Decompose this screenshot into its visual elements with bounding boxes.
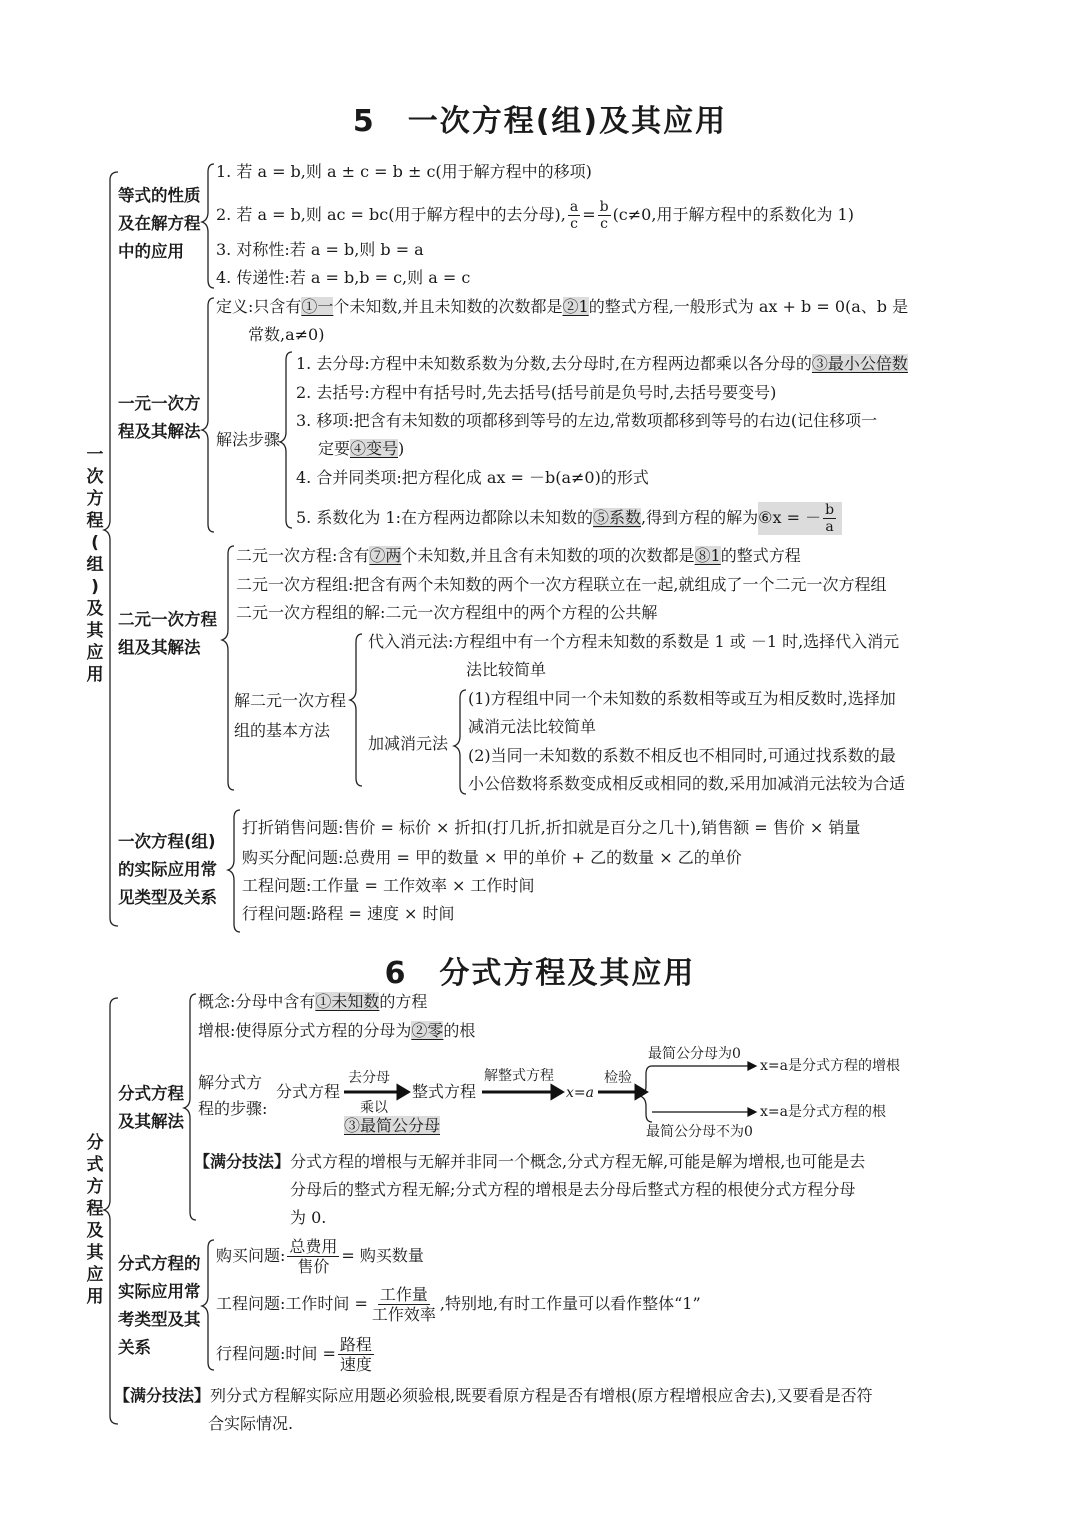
flow-node-x-equals-a: x=a [566,1085,594,1101]
tip-fractional-line1: 【满分技法】分式方程的增根与无解并非同一个概念,分式方程无解,可能是解为增根,也可能是去 [194,1152,866,1171]
flow-node-polynomial-equation: 整式方程 [412,1082,477,1101]
tip-application-line2: 合实际情况. [208,1414,294,1433]
equality-item-3: 3. 对称性:若 a = b,则 b = a [216,240,424,259]
section5-title: 5 一次方程(组)及其应用 [352,104,728,139]
linear-definition-line2: 常数,a≠0) [248,325,325,344]
flow-arrow1-top-label: 去分母 [348,1070,390,1086]
branch-result-extraneous: x=a是分式方程的增根 [760,1058,900,1074]
elimination-1-line1: (1)方程组中同一个未知数的系数相等或互为相反数时,选择加 [468,689,896,708]
discount-problem: 打折销售问题:售价 = 标价 × 折扣(打几折,折扣就是百分之几十),销售额 = 售价 × 销量 [242,818,861,837]
system-methods-label: 解二元一次方程 组的基本方法 [234,691,347,740]
tip-application-line1: 【满分技法】列分式方程解实际应用题必须验根,既要看原方程是否有增根(原方程增根应舍去),又要看是否符 [114,1386,873,1405]
substitution-line1: 代入消元法:方程组中有一个方程未知数的系数是 1 或 －1 时,选择代入消元 [368,632,900,651]
linear-definition-line1: 定义:只含有①一个未知数,并且未知数的次数都是②1的整式方程,一般形式为 ax + b = 0(a、b 是 [216,297,909,316]
flow-arrow1-bottom-label: 乘以 [360,1100,388,1116]
binary-system-def: 二元一次方程组:把含有两个未知数的两个一次方程联立在一起,就组成了一个二元一次方程组 [236,575,887,594]
step-3-line1: 3. 移项:把含有未知数的项都移到等号的左边,常数项都移到等号的右边(记住移项一 [296,411,878,430]
equality-item-4: 4. 传递性:若 a = b,b = c,则 a = c [216,268,471,287]
elimination-label: 加减消元法 [368,734,449,753]
step-1: 1. 去分母:方程中未知数系数为分数,去分母时,在方程两边都乘以各分母的③最小公倍数 [296,354,908,373]
extraneous-root-def: 增根:使得原分式方程的分母为②零的根 [198,1021,476,1040]
fractional-purchase-problem: 购买问题: $\frac{\text{总费用}}{\text{售价}}$ = 购买数量 [216,1236,424,1276]
step-4: 4. 合并同类项:把方程化成 ax = －b(a≠0)的形式 [296,468,649,487]
group-fractional-equation-label: 分式方程 及其解法 [118,1084,184,1131]
step-2: 2. 去括号:方程中有括号时,先去括号(括号前是负号时,去括号要变号) [296,383,777,402]
group-linear-equation-label: 一元一次方 程及其解法 [118,394,201,441]
fractional-engineering-problem: 工程问题:工作时间 = $\frac{\text{工作量}}{\text{工作效率}}$ ,特别地,有时工作量可以看作整体“1” [216,1284,701,1324]
purchase-problem: 购买分配问题:总费用 = 甲的数量 × 甲的单价 + 乙的数量 × 乙的单价 [242,848,742,867]
group-application-label: 一次方程(组) 的实际应用常 见类型及关系 [118,832,217,907]
binary-equation-def: 二元一次方程:含有⑦两个未知数,并且含有未知数的项的次数都是⑧1的整式方程 [236,546,801,565]
flow-node-fractional-equation: 分式方程 [276,1082,341,1101]
flow-arrow2-top-label: 解整式方程 [484,1068,554,1084]
tip-fractional-line3: 为 0. [290,1208,327,1227]
fractional-concept: 概念:分母中含有①未知数的方程 [198,992,428,1011]
step-5: 5. 系数化为 1:在方程两边都除以未知数的 ⑤系数 ,得到方程的解为 ⑥x = － $\frac{b}{a}$ [296,498,842,538]
flow-arrow3-top-label: 检验 [604,1070,632,1086]
group-equality-properties-label: 等式的性质 及在解方程 中的应用 [118,186,201,261]
section5-root-label: 一 次 方 程 ( 组 ) 及 其 应 用 [86,445,104,685]
branch-result-root: x=a是分式方程的根 [760,1104,886,1120]
branch-lcd-zero: 最简公分母为0 [648,1046,741,1062]
branch-lcd-nonzero: 最简公分母不为0 [646,1124,753,1140]
section6-root-label: 分 式 方 程 及 其 应 用 [86,1133,104,1307]
solution-steps-label: 解法步骤 [216,430,281,449]
elimination-2-line1: (2)当同一未知数的系数不相反也不相同时,可通过找系数的最 [468,746,896,765]
flow-lcd-highlight: ③最简公分母 [344,1116,441,1135]
equality-item-1: 1. 若 a = b,则 a ± c = b ± c(用于解方程中的移项) [216,162,592,181]
engineering-problem: 工程问题:工作量 = 工作效率 × 工作时间 [242,876,535,895]
group-system-equation-label: 二元一次方程 组及其解法 [118,610,217,657]
elimination-1-line2: 减消元法比较简单 [468,717,597,736]
group-fractional-application-label: 分式方程的 实际应用常 考类型及其 关系 [118,1254,201,1357]
equality-item-2: 2. 若 a = b,则 ac = bc(用于解方程中的去分母), $\frac{a}{c}$ = $\frac{b}{c}$ (c≠0,用于解方程中的系数化为 1) [216,198,854,232]
travel-problem: 行程问题:路程 = 速度 × 时间 [242,904,455,923]
tip-fractional-line2: 分母后的整式方程无解;分式方程的增根是去分母后整式方程的根使分式方程分母 [290,1180,856,1199]
section6-title: 6 分式方程及其应用 [384,956,696,991]
substitution-line2: 法比较简单 [466,660,547,679]
elimination-2-line2: 小公倍数将系数变成相反或相同的数,采用加减消元法较为合适 [468,774,906,793]
fractional-travel-problem: 行程问题:时间 = $\frac{\text{路程}}{\text{速度}}$ [216,1334,372,1374]
step-3-line2: 定要④变号) [318,439,405,458]
binary-system-solution-def: 二元一次方程组的解:二元一次方程组中的两个方程的公共解 [236,603,658,622]
fractional-steps-label: 解分式方 程的步骤: [198,1073,268,1118]
